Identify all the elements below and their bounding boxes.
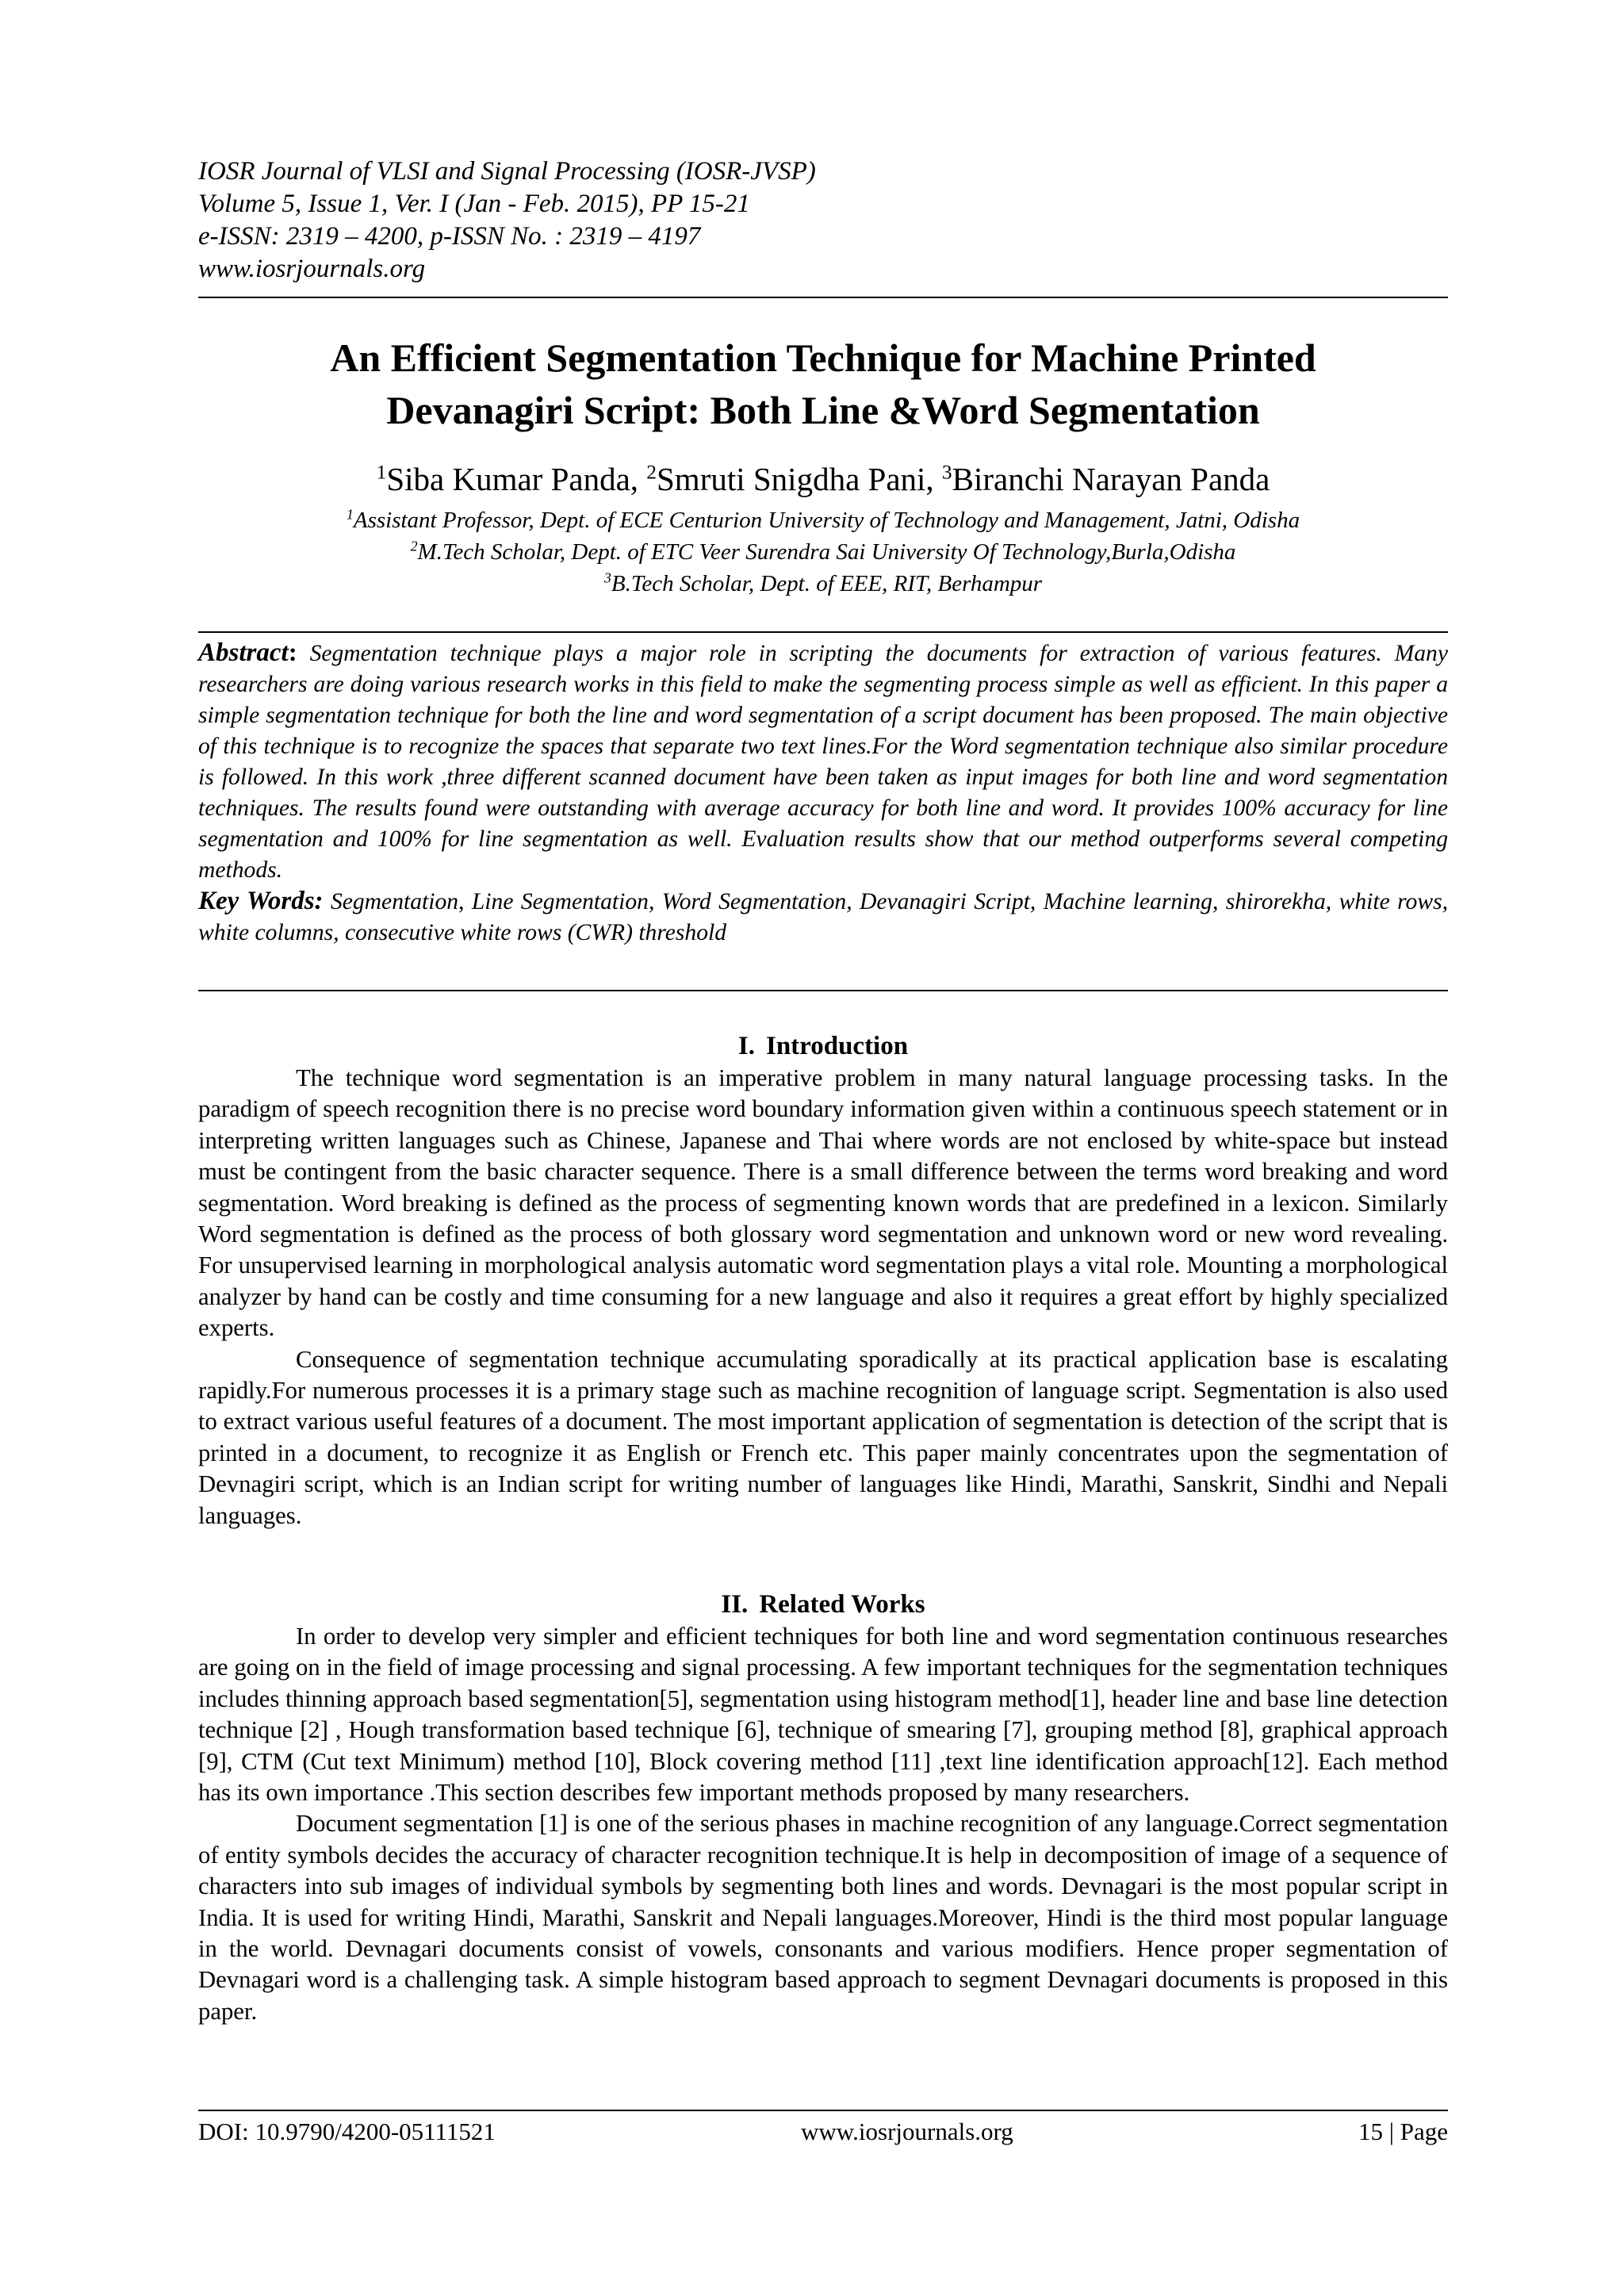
author-2-index: 2 [646,461,657,484]
affiliation-2 [198,536,1448,568]
author-list [198,460,1448,498]
author-3-index: 3 [941,461,952,484]
section-heading [198,1588,1448,1621]
abstract-block [198,638,1448,949]
footer-page-number: 15 | Page [1358,2118,1448,2145]
paragraph: The technique word segmentation is an imperative problem in many natural language processing tasks. In the paradigm of speech recognition there is no precise word boundary information given within a continuous speech statement or in interpreting written languages such as Chinese, Japanese and Thai where words are not enclosed by white-space but instead must be contingent from the basic character sequence. There is a small difference between the terms word breaking and word segmentation. Word breaking is defined as the process of segmenting known words that are predefined in a lexicon. Similarly Word segmentation is defined as the process of both glossary word segmentation and unknown word or new word revealing. For unsupervised learning in morphological analysis automatic word segmentation plays a vital role. Mounting a morphological analyzer by hand can be costly and time consuming for a new language and also it requires a great effort by highly specialized experts. [198,1064,1448,1342]
author-3-name: Biranchi Narayan Panda [952,461,1270,497]
affiliation-1-index: 1 [346,506,354,523]
author-2-name: Smruti Snigdha Pani, [657,461,942,497]
footer-rule [198,2110,1448,2111]
keywords-paragraph [198,886,1448,949]
keywords-text: Segmentation, Line Segmentation, Word Segmentation, Devanagiri Script, Machine learning, shirorekha, white rows, white columns, consecutive white rows (CWR) threshold [198,889,1448,945]
paragraph: In order to develop very simpler and efficient techniques for both line and word segmentation continuous researches are going on in the field of image processing and signal processing. A few important techniques for the segmentation techniques includes thinning approach based segmentation[5], segmentation using histogram method[1], header line and base line detection technique [2] , Hough transformation based technique [6], technique of smearing [7], grouping method [8], graphical approach [9], CTM (Cut text Minimum) method [10], Block covering method [11] ,text line identification approach[12]. Each method has its own importance .This section describes few important methods proposed by many researchers. [198,1623,1448,1807]
affiliation-3 [198,568,1448,600]
paper-page [198,0,1448,2296]
section-number: I. [737,1032,755,1060]
section-title: Introduction [765,1032,909,1060]
footer-website: www.iosrjournals.org [801,2118,1013,2145]
affiliation-3-index: 3 [603,569,611,586]
abstract-bottom-rule [198,990,1448,991]
journal-website: www.iosrjournals.org [198,255,426,283]
abstract-text: Segmentation technique plays a major role in scripting the documents for extraction of various features. Many researchers are doing various research works in this field to make the segmenting process simple as well as efficient. In this paper a simple segmentation technique for both the line and word segmentation of a script document has been proposed. The main objective of this technique is to recognize the spaces that separate two text lines.For the Word segmentation technique also similar procedure is followed. In this work ,three different scanned document have been taken as input images for both line and word segmentation techniques. The results found were outstanding with average accuracy for both line and word. It provides 100% accuracy for line segmentation and 100% for line segmentation as well. Evaluation results show that our method outperforms several competing methods. [198,641,1448,883]
paper-title [198,332,1448,436]
abstract-top-rule [198,631,1448,633]
journal-issn: e-ISSN: 2319 – 4200, p-ISSN No. : 2319 – 4197 [198,222,701,251]
journal-name: IOSR Journal of VLSI and Signal Processing (IOSR-JVSP) [198,157,816,186]
paragraph: Consequence of segmentation technique accumulating sporadically at its practical application base is escalating rapidly.For numerous processes it is a primary stage such as machine recognition of language script. Segmentation is also used to extract various useful features of a document. The most important application of segmentation is detection of the script that is printed in a document, to recognize it as English or French etc. This paper mainly concentrates upon the segmentation of Devnagiri script, which is an Indian script for writing number of languages like Hindi, Marathi, Sanskrit, Sindhi and Nepali languages. [198,1345,1448,1529]
affiliation-3-text: B.Tech Scholar, Dept. of EEE, RIT, Berhampur [611,571,1043,596]
author-1-name: Siba Kumar Panda, [386,461,647,497]
section-introduction [198,1029,1448,1531]
affiliation-1 [198,504,1448,536]
author-1-index: 1 [376,461,387,484]
journal-header [198,155,1448,286]
affiliation-1-text: Assistant Professor, Dept. of ECE Centurion University of Technology and Management, Jatni, Odisha [353,508,1300,533]
abstract-label: Abstract [198,638,289,667]
affiliation-2-text: M.Tech Scholar, Dept. of ETC Veer Surendra Sai University Of Technology,Burla,Odisha [417,539,1236,565]
header-rule [198,297,1448,298]
title-line-2: Devanagiri Script: Both Line &Word Segmentation [386,388,1260,432]
abstract-colon: : [288,638,297,667]
section-number: II. [721,1590,749,1619]
affiliation-2-index: 2 [410,538,418,554]
section-heading [198,1029,1448,1063]
keywords-label: Key Words: [198,887,324,915]
abstract-paragraph [198,638,1448,886]
paragraph: Document segmentation [1] is one of the serious phases in machine recognition of any language.Correct segmentation of entity symbols decides the accuracy of character recognition technique.It is help in decomposition of image of a sequence of characters into sub images of individual symbols by segmenting both lines and words. Devnagari is the most popular script in India. It is used for writing Hindi, Marathi, Sanskrit and Nepali languages.Moreover, Hindi is the third most popular language in the world. Devnagari documents consist of vowels, consonants and various modifiers. Hence proper segmentation of Devnagari word is a challenging task. A simple histogram based approach to segment Devnagari documents is proposed in this paper. [198,1810,1448,2025]
affiliation-list [198,504,1448,600]
title-line-1: An Efficient Segmentation Technique for Machine Printed [330,335,1316,380]
journal-volume: Volume 5, Issue 1, Ver. I (Jan - Feb. 2015), PP 15-21 [198,190,750,218]
section-related-works [198,1588,1448,2027]
footer-doi: DOI: 10.9790/4200-05111521 [198,2118,496,2145]
section-title: Related Works [759,1590,925,1619]
